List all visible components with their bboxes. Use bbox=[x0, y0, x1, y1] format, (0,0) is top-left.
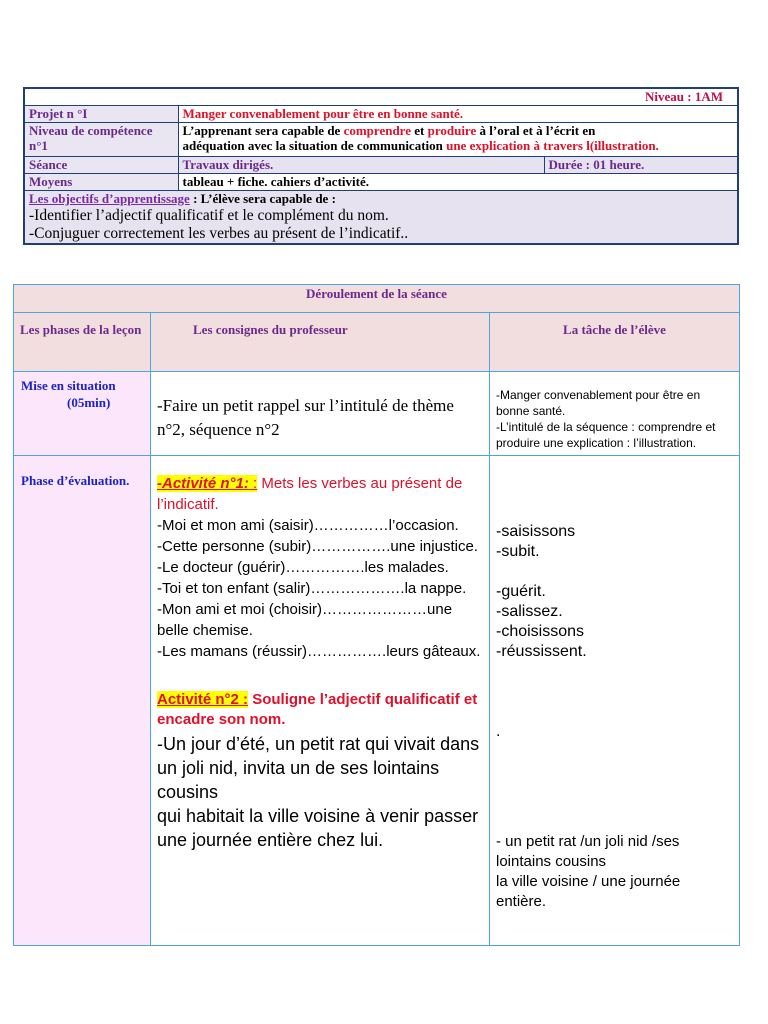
exercise-item: -Mon ami et moi (choisir)…………………une belle chemise. bbox=[157, 601, 453, 639]
projet-value: Manger convenablement pour être en bonne santé. bbox=[178, 105, 738, 122]
answer-activity-2: - un petit rat /un joli nid /ses lointains cousins bbox=[496, 833, 680, 870]
competence-text-end: à l’oral et à l’écrit en bbox=[476, 122, 596, 138]
activity-1-label: -Activité n°1: bbox=[157, 475, 254, 492]
answer-item: -saisissons bbox=[496, 523, 576, 540]
exercise-item: -Le docteur (guérir)…………….les malades. bbox=[157, 559, 449, 576]
moyens-value: tableau + fiche. cahiers d’activité. bbox=[178, 173, 738, 190]
phase-mise-en-situation bbox=[14, 372, 151, 456]
consignes-evaluation bbox=[151, 456, 490, 946]
consigne-mise: -Faire un petit rappel sur l’intitulé de thème n°2, séquence n°2 bbox=[151, 372, 490, 456]
competence-et: et bbox=[410, 122, 428, 138]
activity-1-instruction: Mets les verbes au présent de l’indicatif. bbox=[157, 475, 463, 513]
exercise-item: -Les mamans (réussir)…………….leurs gâteaux. bbox=[157, 643, 481, 660]
activity-2-text: qui habitait la ville voisine à venir passer une journée entière chez lui. bbox=[157, 806, 479, 850]
taches-evaluation bbox=[490, 456, 740, 946]
competence-comprendre: comprendre bbox=[343, 122, 411, 138]
answer-item: -subit. bbox=[496, 543, 540, 560]
seance-label: Séance bbox=[24, 156, 178, 173]
moyens-label: Moyens bbox=[24, 173, 178, 190]
seance-value: Travaux dirigés. bbox=[178, 156, 544, 173]
col-header-tache: La tâche de l’élève bbox=[490, 313, 740, 372]
answer-item: -guérit. bbox=[496, 583, 546, 600]
deroulement-table bbox=[13, 284, 740, 946]
answer-item: -choisissons bbox=[496, 623, 585, 640]
exercise-item: -Cette personne (subir)…………….une injustice. bbox=[157, 538, 478, 555]
objectifs-title: Les objectifs d’apprentissage bbox=[29, 190, 190, 206]
tache-mise bbox=[490, 372, 740, 456]
tache-mise-line: -L’intitulé de la séquence : comprendre et produire une explication : l’illustration. bbox=[496, 420, 716, 450]
objectif-item: -Conjuguer correctement les verbes au présent de l’indicatif.. bbox=[29, 224, 409, 242]
niveau-label: Niveau : 1AM bbox=[24, 88, 738, 105]
projet-label: Projet n °I bbox=[24, 105, 178, 122]
phase-evaluation: Phase d’évaluation. bbox=[14, 456, 151, 946]
exercise-item: -Toi et ton enfant (salir)……………….la nappe. bbox=[157, 580, 467, 597]
col-header-phases: Les phases de la leçon bbox=[14, 313, 151, 372]
activity-1-colon: : bbox=[253, 475, 258, 492]
activity-2-label: Activité n°2 : bbox=[157, 691, 249, 708]
activity-2-instruction: Souligne l’adjectif qualificatif et encadre son nom. bbox=[157, 691, 478, 728]
phase-mise-label: Mise en situation bbox=[21, 378, 116, 393]
col-header-consignes: Les consignes du professeur bbox=[151, 313, 490, 372]
activity-1-title bbox=[157, 473, 483, 515]
activity-2-title bbox=[157, 690, 483, 730]
objectifs-cell bbox=[24, 190, 738, 244]
competence-produire: produire bbox=[427, 122, 477, 138]
phase-mise-duration: (05min) bbox=[67, 395, 111, 410]
competence-adequation: adéquation avec la situation de communication bbox=[182, 137, 447, 153]
objectif-item: -Identifier l’adjectif qualificatif et le complément du nom. bbox=[29, 206, 389, 224]
competence-text: L’apprenant sera capable de bbox=[182, 122, 344, 138]
answer-item: -réussissent. bbox=[496, 643, 587, 660]
competence-label: Niveau de compétence n°1 bbox=[24, 122, 178, 156]
deroulement-title: Déroulement de la séance bbox=[14, 285, 740, 313]
tache-mise-line: -Manger convenablement pour être en bonne santé. bbox=[496, 388, 701, 418]
exercise-item: -Moi et mon ami (saisir)……………l’occasion. bbox=[157, 517, 459, 534]
answer-item: -salissez. bbox=[496, 603, 563, 620]
answer-dot: . bbox=[496, 723, 501, 740]
lesson-info-table bbox=[23, 87, 739, 245]
answer-activity-2: la ville voisine / une journée entière. bbox=[496, 873, 681, 910]
objectifs-intro: : L’élève sera capable de : bbox=[189, 190, 336, 206]
competence-value bbox=[178, 122, 738, 156]
activity-2-text: -Un jour d’été, un petit rat qui vivait dans un joli nid, invita un de ses lointains cousins bbox=[157, 734, 480, 802]
competence-explication: une explication à travers l(illustration. bbox=[446, 137, 659, 153]
duree-value: Durée : 01 heure. bbox=[544, 156, 738, 173]
